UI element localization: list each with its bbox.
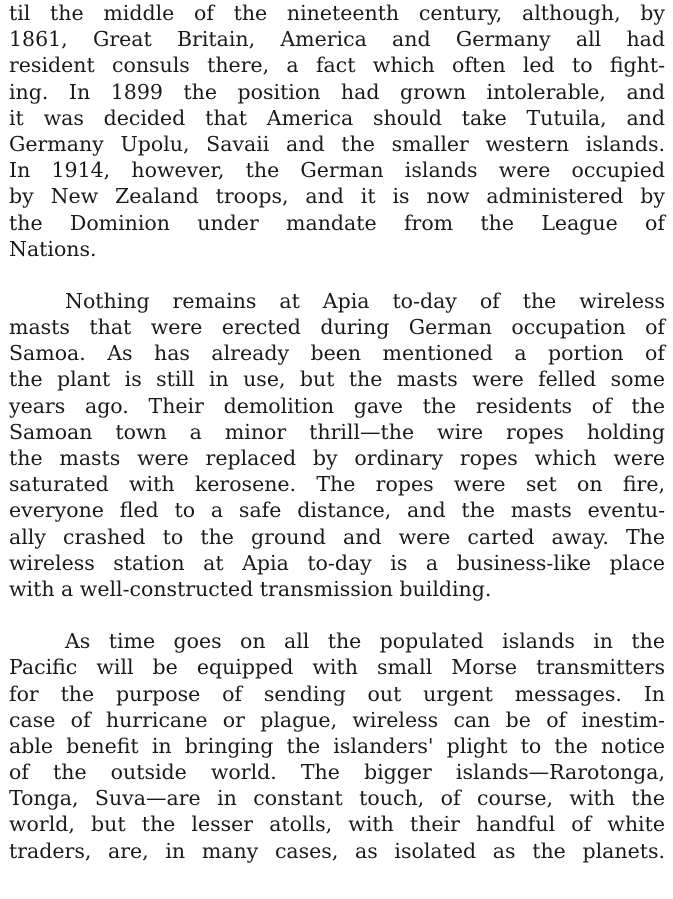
text-line: Nothing remains at Apia to-day of the wireless [65,288,665,313]
text-line: Nations. [9,236,97,261]
text-line: everyone fled to a safe distance, and the masts eventu- [9,498,665,523]
text-line: by New Zealand troops, and it is now administered by [9,184,665,209]
paragraph-spacer [9,262,665,288]
text-line: Samoa. As has already been mentioned a portion of [9,341,665,366]
text-line: wireless station at Apia to-day is a business-like place [9,550,665,575]
text-line: the Dominion under mandate from the League of [9,210,665,235]
text-line: world, but the lesser atolls, with their handful of white [9,812,665,837]
text-line: years ago. Their demolition gave the residents of the [9,393,665,418]
text-line: Germany Upolu, Savaii and the smaller western islands. [9,131,665,156]
text-line: til the middle of the nineteenth century, although, by [9,1,665,25]
text-line: of the outside world. The bigger islands—Rarotonga, [9,760,665,785]
text-line: Samoan town a minor thrill—the wire ropes holding [9,419,665,444]
text-line: Pacific will be equipped with small Morse transmitters [9,655,665,680]
text-line: resident consuls there, a fact which often led to fight- [9,53,665,78]
text-line: 1861, Great Britain, America and Germany all had [9,27,665,52]
text-line: In 1914, however, the German islands were occupied [9,158,665,183]
text-line: it was decided that America should take Tutuila, and [9,105,665,130]
paragraph-pacific-transmitters [9,628,665,864]
text-line: able benefit in bringing the islanders' plight to the notice [9,733,665,758]
text-line: ing. In 1899 the position had grown intolerable, and [9,79,665,104]
text-line: case of hurricane or plague, wireless can be of inestim- [9,707,665,732]
paragraph-samoa-history [9,0,665,262]
text-line: the plant is still in use, but the masts were felled some [9,367,665,392]
book-page [9,0,665,864]
text-line: traders, are, in many cases, as isolated as the planets. [9,838,665,863]
text-line: with a well-constructed transmission building. [9,576,492,601]
paragraph-apia-wireless [9,288,665,602]
text-line: As time goes on all the populated islands in the [65,629,665,654]
text-line: masts that were erected during German occupation of [9,315,665,340]
text-line: ally crashed to the ground and were carted away. The [9,524,665,549]
text-line: saturated with kerosene. The ropes were set on fire, [9,472,665,497]
text-line: Tonga, Suva—are in constant touch, of course, with the [9,786,665,811]
paragraph-spacer [9,602,665,628]
text-line: the masts were replaced by ordinary ropes which were [9,446,665,470]
text-line: for the purpose of sending out urgent messages. In [9,681,665,706]
